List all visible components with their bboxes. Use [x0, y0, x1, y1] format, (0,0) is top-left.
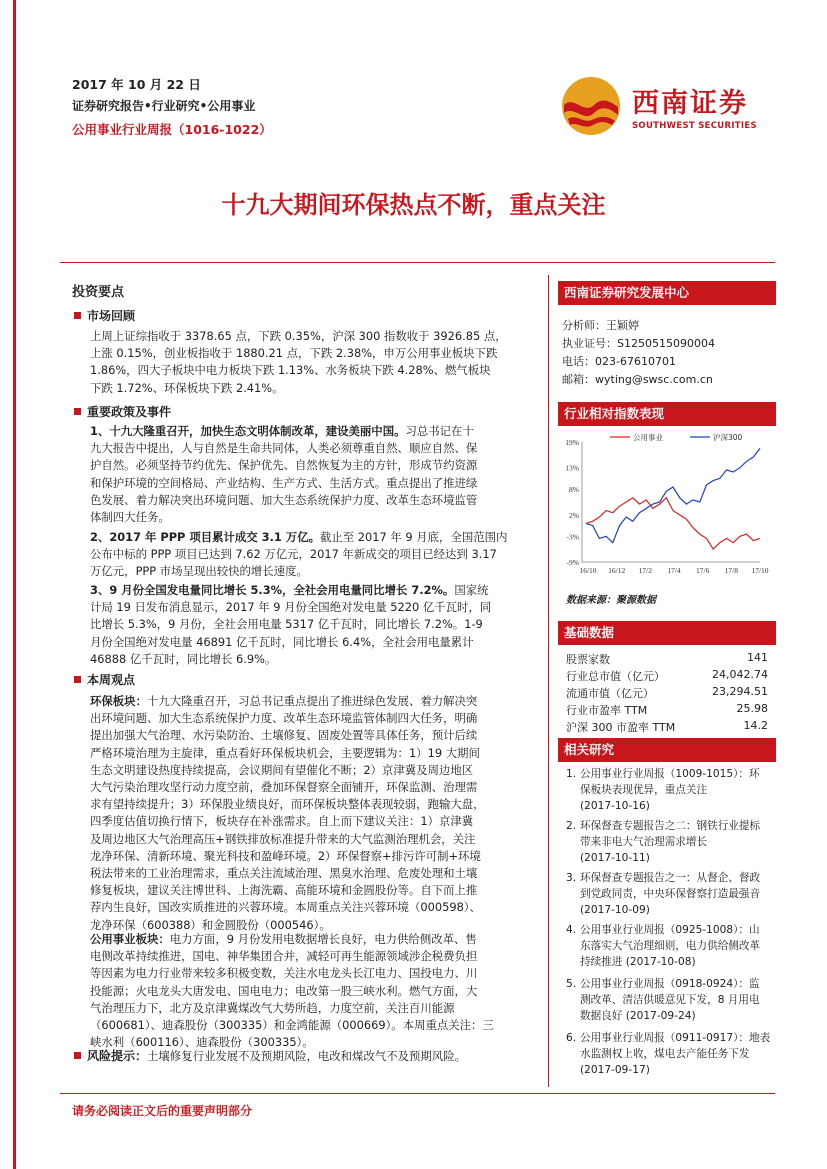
text-line: 生态文明建设热度持续提高，会议期间有望催化不断；2）京津冀及周边地区: [90, 762, 474, 777]
text-line: 荐内生良好，国改实质推进的兴蓉环境。本周重点关注兴蓉环境（000598）、: [90, 900, 481, 915]
utility-sector-title: 公用事业板块：: [90, 932, 170, 946]
text-line: 提出加强大气治理、水污染防治、土壤修复、固废处置等具体任务，预计后续: [90, 728, 478, 743]
text-line: 环保督查专题报告之二：钢铁行业提标: [580, 820, 761, 832]
logo-name-en: SOUTHWEST SECURITIES: [632, 121, 757, 131]
env-sector-view: [90, 693, 538, 934]
text-line: 1.86%，四大子板块中电力板块下跌 1.13%、水务板块下跌 4.28%、燃气板块: [90, 363, 491, 378]
related-item[interactable]: [566, 870, 771, 918]
basic-row: [566, 651, 768, 667]
risk-text: 土壤修复行业发展不及预期风险，电改和煤改气不及预期风险。: [147, 1049, 466, 1063]
utility-sector-view: [90, 931, 538, 1051]
basic-row: [566, 668, 768, 684]
title-divider: [60, 262, 775, 263]
logo-mark-icon: [560, 75, 622, 137]
text-line: 气治理压力下，北方及京津冀煤改气大势所趋，力度空前，关注百川能源: [90, 1000, 455, 1015]
text-line: 色发展、着力解决突出环境问题、加大生态系统保护力度、改革生态环境监管: [90, 492, 478, 507]
policy-item-3: [90, 582, 538, 668]
basic-value: 25.98: [736, 702, 768, 715]
text-line: 投能源；火电龙头大唐发电、国电电力；电改第一股三峡水利。燃气方面，大: [90, 983, 478, 998]
x-tick-label: 17/6: [695, 566, 710, 575]
basic-value: 141: [747, 651, 768, 664]
text-line: 截止至 2017 年 9 月底，全国范围内: [319, 530, 508, 544]
related-item[interactable]: [566, 1030, 771, 1078]
y-tick-label: 8%: [569, 485, 579, 495]
analyst-name: 分析师：王颖婷: [562, 319, 639, 332]
related-index: 4.: [566, 924, 577, 936]
text-line: 龙净环保（600388）和金圆股份（000546）。: [90, 917, 331, 932]
footer-disclaimer: 请务必阅读正文后的重要声明部分: [72, 1104, 253, 1118]
investment-points-heading: 投资要点: [72, 285, 125, 300]
policy-item-2-title: 2、2017 年 PPP 项目累计成交 3.1 万亿。: [90, 530, 320, 544]
related-item[interactable]: [566, 976, 771, 1024]
text-line: 带来非电大气治理需求增长: [580, 836, 708, 848]
basic-key: 行业市盈率 TTM: [566, 704, 648, 717]
related-index: 6.: [566, 1032, 577, 1044]
text-line: 峡水利（600116）、迪森股份（300335）。: [90, 1035, 314, 1050]
basic-key: 流通市值（亿元）: [566, 687, 654, 700]
text-line: 持续推进 (2017-10-08): [580, 956, 696, 968]
basic-key: 沪深 300 市盈率 TTM: [566, 721, 676, 734]
research-center-bar: 西南证券研究发展中心: [558, 281, 776, 305]
market-review-text: [90, 328, 538, 397]
related-item[interactable]: [566, 922, 771, 970]
risk-warning: [74, 1047, 544, 1064]
y-tick-label: -9%: [566, 558, 579, 567]
text-line: 等因素为电力行业带来较多积极变数，关注水电龙头长江电力、国投电力、川: [90, 966, 478, 981]
market-review-label: 市场回顾: [87, 309, 136, 323]
text-line: 九大报告中提出，人与自然是生命共同体，人类必须尊重自然、顺应自然、保: [90, 441, 478, 456]
text-line: (2017-10-09): [580, 904, 650, 916]
related-item[interactable]: [566, 766, 771, 814]
text-line: 严格环境治理为主旋律，重点看好环保板块机会，主要逻辑为：1）19 大期间: [90, 745, 480, 760]
report-type: 证券研究报告•行业研究•公用事业: [72, 99, 256, 113]
bullet-icon: [74, 1052, 81, 1059]
basic-row: [566, 685, 768, 701]
text-line: 保板块表现优异，重点关注: [580, 784, 708, 796]
text-line: 万亿元，PPP 市场呈现出较快的增长速度。: [90, 564, 308, 579]
policy-item-1-title: 1、十九大隆重召开，加快生态文明体制改革，建设美丽中国。: [90, 424, 406, 438]
related-index: 2.: [566, 820, 577, 832]
company-logo: [560, 75, 770, 140]
chart-source: 数据来源：聚源数据: [566, 595, 656, 606]
policy-item-1: [90, 423, 538, 526]
related-index: 3.: [566, 872, 577, 884]
text-line: 公用事业行业周报（1009-1015）：环: [580, 768, 760, 780]
series-line-2: [586, 448, 760, 542]
basic-value: 24,042.74: [712, 668, 768, 681]
policy-item-3-title: 3、9 月份全国发电量同比增长 5.3%，全社会用电量同比增长 7.2%。: [90, 583, 455, 597]
bullet-icon: [74, 312, 81, 319]
text-line: 上周上证综指收于 3378.65 点，下跌 0.35%，沪深 300 指数收于 3926.85 点，: [90, 329, 507, 343]
basic-value: 23,294.51: [712, 685, 768, 698]
text-line: (2017-09-17): [580, 1064, 650, 1076]
chart-title-bar: 行业相对指数表现: [558, 402, 776, 426]
text-line: 护自然。必须坚持节约优先、保护优先、自然恢复为主的方针，形成节约资源: [90, 458, 478, 473]
report-series: 公用事业行业周报（1016-1022）: [72, 122, 272, 137]
report-date: 2017 年 10 月 22 日: [72, 77, 201, 92]
bullet-icon: [74, 676, 81, 683]
text-line: 公用事业行业周报（0925-1008）：山: [580, 924, 760, 936]
bullet-icon: [74, 408, 81, 415]
analyst-email: 邮箱：wyting@swsc.com.cn: [562, 373, 713, 386]
legend-label: 沪深300: [713, 433, 743, 442]
text-line: 水监测权上收，煤电去产能任务下发: [580, 1048, 750, 1060]
text-line: 体制四大任务。: [90, 510, 170, 525]
y-tick-label: 2%: [569, 510, 579, 520]
market-review-heading: [74, 307, 135, 324]
y-tick-label: -3%: [566, 532, 579, 542]
x-tick-label: 17/8: [724, 566, 739, 575]
text-line: 测改革、清洁供暖意见下发，8 月用电: [580, 994, 760, 1006]
text-line: 上涨 0.15%，创业板指收于 1880.21 点，下跌 2.38%，申万公用事业板块下跌: [90, 346, 498, 361]
text-line: （600681）、迪森股份（300335）和金鸿能源（000669）。本周重点关注：三: [90, 1018, 494, 1033]
basic-row: [566, 719, 768, 735]
basic-data-bar: 基础数据: [558, 621, 776, 645]
views-label: 本周观点: [87, 673, 136, 687]
text-line: 公用事业行业周报（0918-0924）：监: [580, 978, 760, 990]
env-sector-title: 环保板块：: [90, 694, 147, 708]
basic-key: 行业总市值（亿元）: [566, 670, 665, 683]
column-divider: [548, 275, 549, 1087]
footer-divider: [60, 1093, 775, 1094]
x-tick-label: 16/10: [579, 566, 597, 575]
text-line: 下跌 1.72%、环保板块下跌 2.41%。: [90, 380, 284, 395]
text-line: (2017-10-11): [580, 852, 650, 864]
text-line: 四季度估值切换行情下，板块存在补涨需求。自上而下建议关注：1）京津冀: [90, 814, 474, 829]
y-tick-label: 13%: [565, 463, 579, 473]
text-line: 税法带来的工业治理需求，重点关注流域治理、黑臭水治理、危废处理和土壤: [90, 866, 478, 881]
related-index: 5.: [566, 978, 577, 990]
policy-item-2: [90, 529, 538, 581]
text-line: 计局 19 日发布消息显示，2017 年 9 月份全国绝对发电量 5220 亿千瓦时，同: [90, 600, 492, 615]
analyst-license: 执业证号：S1250515090004: [562, 337, 715, 350]
text-line: (2017-10-16): [580, 800, 650, 812]
risk-label: 风险提示：: [87, 1049, 148, 1063]
logo-name-cn: 西南证券: [632, 88, 748, 119]
text-line: 到党政同责，中央环保督察打造最强音: [580, 888, 761, 900]
text-line: 求有望持续提升；3）环保股业绩良好，而环保板块整体表现较弱，跑输大盘，: [90, 797, 485, 812]
text-line: 东落实大气治理细则，电力供给侧改革: [580, 940, 761, 952]
x-tick-label: 17/2: [638, 566, 653, 575]
text-line: 比增长 5.3%，9 月份，全社会用电量 5317 亿千瓦时，同比增长 7.2%。1-9: [90, 617, 483, 632]
text-line: 国家统: [454, 583, 489, 597]
related-research-bar: 相关研究: [558, 738, 776, 762]
x-tick-label: 16/12: [608, 566, 626, 575]
text-line: 环保督查专题报告之一：从督企、督政: [580, 872, 761, 884]
text-line: 电力方面，9 月份发用电数据增长良好，电力供给侧改革、售: [169, 932, 477, 946]
text-line: 习总书记在十: [405, 424, 474, 438]
policy-label: 重要政策及事件: [87, 405, 172, 419]
text-line: 出环境问题、加大生态系统保护力度、改革生态环境监管体制四大任务，明确: [90, 711, 478, 726]
text-line: 修复板块，建议关注博世科、上海洗霸、高能环境和金圆股份等。自下而上推: [90, 883, 478, 898]
text-line: 及周边地区大气治理高压+钢铁排放标准提升带来的大气监测治理机会，关注: [90, 831, 476, 846]
policy-heading: [74, 403, 171, 420]
related-item[interactable]: [566, 818, 771, 866]
basic-key: 股票家数: [566, 653, 610, 666]
text-line: 数据良好 (2017-09-24): [580, 1010, 696, 1022]
text-line: 46888 亿千瓦时，同比增长 6.9%。: [90, 651, 277, 666]
legend-label: 公用事业: [633, 433, 663, 442]
y-tick-label: 19%: [565, 438, 579, 447]
x-tick-label: 17/4: [667, 566, 681, 575]
report-title: 十九大期间环保热点不断，重点关注: [221, 191, 606, 219]
text-line: 十九大隆重召开，习总书记重点提出了推进绿色发展、着力解决突: [146, 694, 478, 708]
x-tick-label: 17/10: [751, 566, 769, 575]
text-line: 电侧改革持续推进，国电、神华集团合并，减轻可再生能源领域涉企税费负担: [90, 949, 478, 964]
text-line: 龙净环保、清新环境、聚光科技和盈峰环境。2）环保督察+排污许可制+环境: [90, 848, 481, 863]
text-line: 公布中标的 PPP 项目已达到 7.62 万亿元，2017 年新成交的项目已经达到 3.17: [90, 547, 497, 562]
text-line: 月份全国绝对发电量 46891 亿千瓦时，同比增长 6.4%，全社会用电量累计: [90, 634, 474, 649]
basic-row: [566, 702, 768, 718]
analyst-phone: 电话：023-67610701: [562, 355, 676, 368]
related-index: 1.: [566, 768, 577, 780]
text-line: 和保护环境的空间格局、产业结构、生产方式、生活方式。重点提出了推进绿: [90, 475, 478, 490]
text-line: 大气污染治理攻坚行动力度空前，叠加环保督察全面铺开，环保监测、治理需: [90, 780, 478, 795]
views-heading: [74, 671, 135, 688]
basic-value: 14.2: [743, 719, 768, 732]
left-red-rule: [13, 0, 16, 1169]
relative-index-chart: [560, 430, 775, 590]
text-line: 公用事业行业周报（0911-0917）：地表: [580, 1032, 771, 1044]
